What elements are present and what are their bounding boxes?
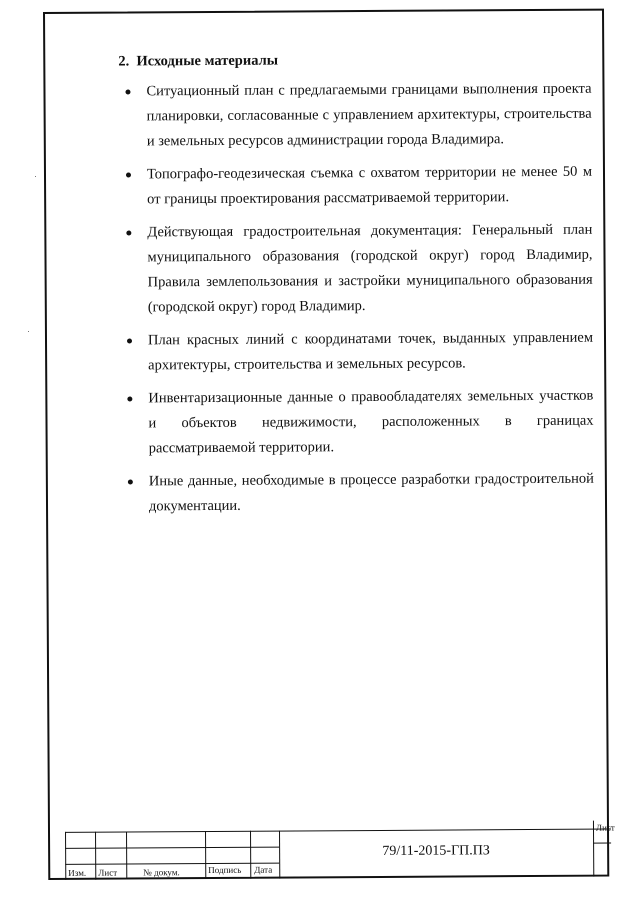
stamp-line [126,832,128,880]
section-heading [118,53,278,71]
bullet-icon [126,172,131,177]
stamp-label-list: Лист [98,867,118,878]
stamp-label-izm: Изм. [68,867,87,878]
stamp-line [65,863,279,866]
bullet-icon [126,230,131,235]
bullet-icon [127,396,132,401]
list-item [121,77,591,155]
title-block [65,822,615,880]
stamp-label-sheet: Лист [595,822,615,833]
stamp-line [65,847,279,850]
stamp-label-doc-num: № докум. [143,867,180,878]
materials-list [121,77,594,528]
list-item [123,384,593,462]
list-item [122,218,593,321]
stamp-line [65,829,611,834]
list-item-text: План красных линий с координатами точек, выданных управлением архитектуры, строительства и земельных ресурсов. [147,329,594,374]
list-item-text: Действующая градостроительная документация: Генеральный план муниципального образования (городской округ) город Владимир, Правила землепользования и застройки муниципального образования (городской округ) город Владимир. [147,221,593,316]
stamp-label-date: Дата [254,864,273,875]
list-item-text: Инвентаризационные данные о правообладателях земельных участков и объектов недвижимости, расположенных в границах рассматриваемой территории. [148,387,594,457]
stamp-line [593,843,611,844]
list-item-text: Иные данные, необходимые в процессе разработки градостроительной документации. [148,470,594,515]
section-number: 2. [118,53,130,70]
bullet-icon [125,89,130,94]
scan-speck [35,176,36,177]
stamp-line [250,831,252,879]
scan-speck [28,331,29,332]
list-item [123,326,593,379]
stamp-line [95,832,97,880]
list-item [124,467,594,520]
list-item-text: Ситуационный план с предлагаемыми границами выполнения проекта планировки, согласованные с управлением архитектуры, строительства и земельных ресурсов администрации города Владимира. [146,80,592,150]
stamp-line [65,832,67,880]
bullet-icon [127,338,132,343]
stamp-line [205,831,207,879]
page-frame [43,9,615,880]
bullet-icon [128,479,133,484]
section-title: Исходные материалы [136,52,279,70]
document-code: 79/11-2015-ГП.ПЗ [382,843,490,859]
stamp-label-signature: Подпись [208,864,242,876]
list-item-text: Топографо-геодезическая съемка с охватом территории не менее 50 м от границы проектирования рассматриваемой территории. [146,163,593,208]
list-item [122,160,592,213]
